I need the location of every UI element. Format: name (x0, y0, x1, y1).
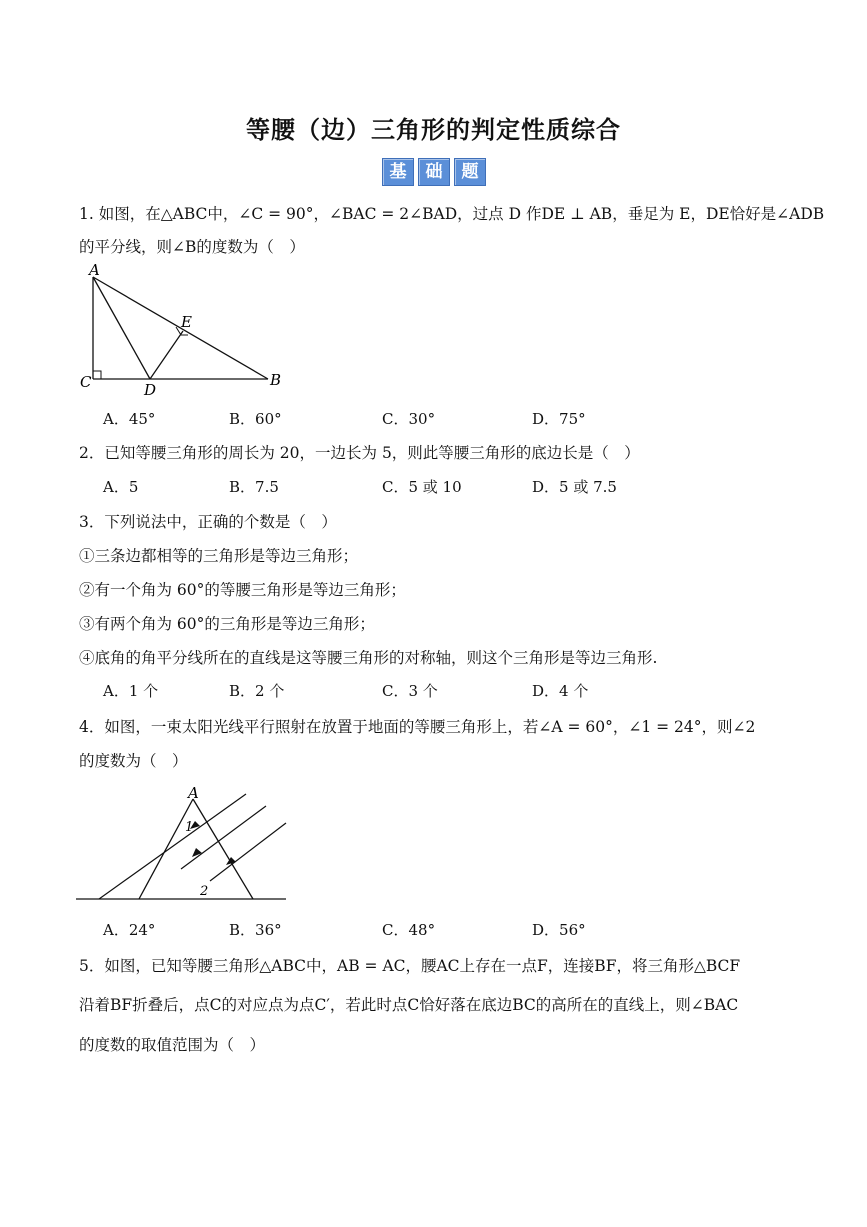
q4-label-angle2: 2 (200, 884, 209, 899)
badge-char: 础 (418, 158, 450, 186)
section-badge (382, 158, 486, 184)
q3-option-c: C．3 个 (382, 682, 438, 700)
q4-option-d: D．56° (532, 921, 586, 939)
q2-option-d: D．5 或 7.5 (532, 478, 617, 496)
q5-text-line3: 的度数的取值范围为（ ） (79, 1036, 266, 1054)
q1-option-a: A．45° (103, 410, 156, 428)
q4-text-line1: 4．如图，一束太阳光线平行照射在放置于地面的等腰三角形上，若∠A = 60°，∠1 = 24°，则∠2 (79, 718, 756, 736)
q3-text-line1: 3．下列说法中，正确的个数是（ ） (79, 513, 337, 531)
q4-figure (76, 780, 291, 910)
q3-statement-2: ②有一个角为 60°的等腰三角形是等边三角形； (79, 581, 406, 599)
q3-option-a: A．1 个 (103, 682, 159, 700)
q4-option-a: A．24° (103, 921, 156, 939)
q1-text-line2: 的平分线，则∠B的度数为（ ） (79, 238, 305, 256)
q2-option-c: C．5 或 10 (382, 478, 462, 496)
q2-option-b: B．7.5 (229, 478, 279, 496)
q1-figure (80, 260, 290, 400)
page-title: 等腰（边）三角形的判定性质综合 (246, 115, 621, 144)
q1-option-b: B．60° (229, 410, 282, 428)
q5-text-line1: 5．如图，已知等腰三角形△ABC中，AB = AC，腰AC上存在一点F，连接BF，将三角形△BCF (79, 957, 741, 975)
q4-label-a: A (188, 784, 199, 802)
q1-label-c: C (80, 373, 92, 391)
q1-label-e: E (181, 313, 192, 331)
badge-char: 题 (454, 158, 486, 186)
q3-statement-3: ③有两个角为 60°的三角形是等边三角形； (79, 615, 375, 633)
q4-option-c: C．48° (382, 921, 436, 939)
q1-option-c: C．30° (382, 410, 436, 428)
q3-option-b: B．2 个 (229, 682, 285, 700)
q4-option-b: B．36° (229, 921, 282, 939)
q2-text-line1: 2．已知等腰三角形的周长为 20，一边长为 5，则此等腰三角形的底边长是（ ） (79, 444, 640, 462)
q3-statement-4: ④底角的角平分线所在的直线是这等腰三角形的对称轴，则这个三角形是等边三角形. (79, 649, 658, 667)
q2-option-a: A．5 (103, 478, 139, 496)
q1-label-d: D (144, 381, 157, 399)
q3-statement-1: ①三条边都相等的三角形是等边三角形； (79, 547, 359, 565)
q5-text-line2: 沿着BF折叠后，点C的对应点为点C′，若此时点C恰好落在底边BC的高所在的直线上，则∠BAC (79, 996, 739, 1014)
q4-text-line2: 的度数为（ ） (79, 752, 188, 770)
q1-label-a: A (89, 261, 100, 279)
q4-label-angle1: 1 (185, 820, 194, 835)
q3-option-d: D．4 个 (532, 682, 589, 700)
q1-option-d: D．75° (532, 410, 586, 428)
q1-label-b: B (270, 371, 282, 389)
q1-text-line1: 1. 如图，在△ABC中，∠C = 90°，∠BAC = 2∠BAD，过点 D 作DE ⊥ AB，垂足为 E，DE恰好是∠ADB (79, 205, 825, 223)
badge-char: 基 (382, 158, 414, 186)
